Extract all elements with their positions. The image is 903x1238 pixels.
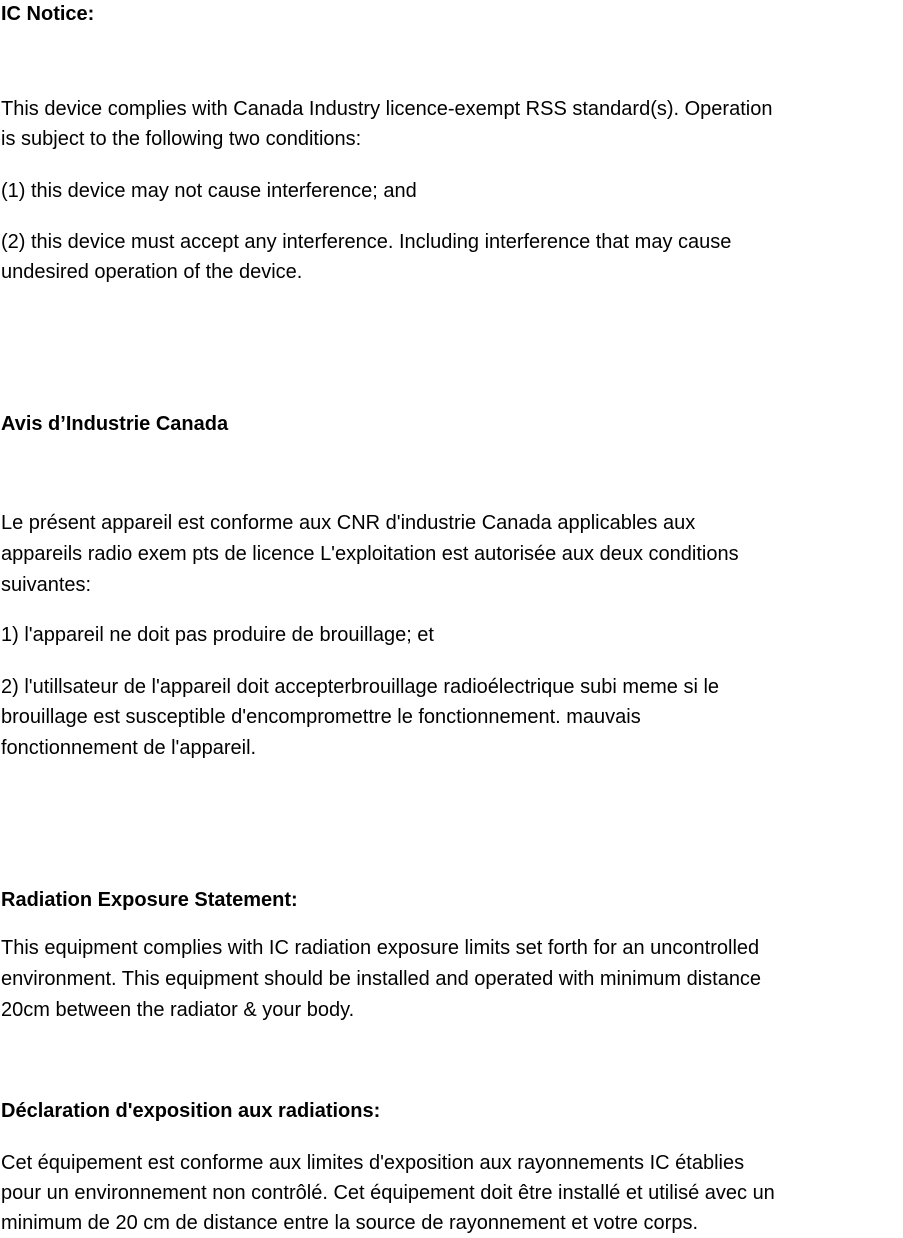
ic-notice-heading: IC Notice: (1, 3, 95, 25)
declaration-heading: Déclaration d'exposition aux radiations: (1, 1100, 381, 1122)
ic-notice-condition-2-line-1: (2) this device must accept any interference. Including interference that may cause (1, 231, 732, 253)
declaration-body-line-3: minimum de 20 cm de distance entre la source de rayonnement et votre corps. (1, 1212, 699, 1234)
ic-notice-condition-1: (1) this device may not cause interference; and (1, 180, 417, 202)
ic-notice-condition-2-line-2: undesired operation of the device. (1, 261, 303, 283)
avis-condition-2-line-3: fonctionnement de l'appareil. (1, 737, 257, 759)
avis-intro-line-2: appareils radio exem pts de licence L'exploitation est autorisée aux deux conditions (1, 543, 739, 565)
radiation-heading: Radiation Exposure Statement: (1, 889, 298, 911)
ic-notice-intro-line-2: is subject to the following two conditions: (1, 128, 362, 150)
avis-intro-line-1: Le présent appareil est conforme aux CNR d'industrie Canada applicables aux (1, 512, 696, 534)
radiation-body-line-1: This equipment complies with IC radiation exposure limits set forth for an uncontrolled (1, 937, 760, 959)
avis-intro-line-3: suivantes: (1, 574, 92, 596)
declaration-body-line-2: pour un environnement non contrôlé. Cet équipement doit être installé et utilisé avec un (1, 1182, 775, 1204)
declaration-body-line-1: Cet équipement est conforme aux limites d'exposition aux rayonnements IC établies (1, 1152, 745, 1174)
avis-condition-2-line-2: brouillage est susceptible d'encompromettre le fonctionnement. mauvais (1, 706, 641, 728)
radiation-body-line-3: 20cm between the radiator & your body. (1, 999, 355, 1021)
avis-heading: Avis d’Industrie Canada (1, 413, 229, 435)
avis-condition-1: 1) l'appareil ne doit pas produire de brouillage; et (1, 624, 434, 646)
avis-condition-2-line-1: 2) l'utillsateur de l'appareil doit accepterbrouillage radioélectrique subi meme si le (1, 676, 720, 698)
radiation-body-line-2: environment. This equipment should be installed and operated with minimum distance (1, 968, 762, 990)
ic-notice-intro-line-1: This device complies with Canada Industry licence-exempt RSS standard(s). Operation (1, 98, 773, 120)
